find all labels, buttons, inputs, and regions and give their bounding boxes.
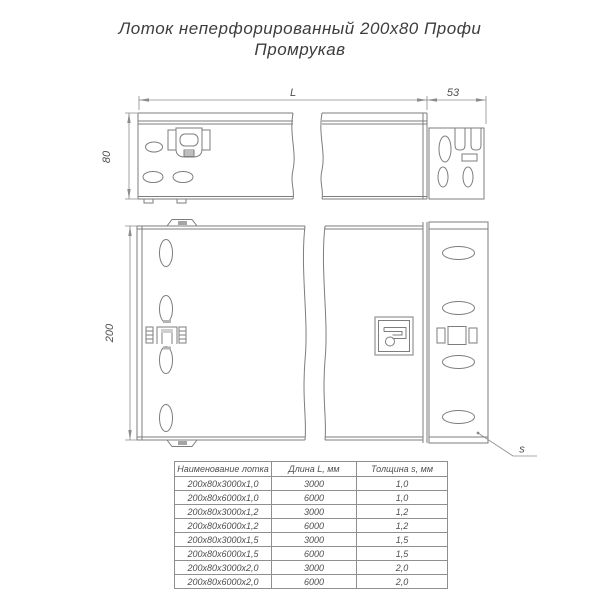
thickness-leader-label: s [519, 443, 525, 456]
side-view-body-outline [138, 113, 427, 199]
side-view [138, 113, 484, 203]
thickness-cell: 2,0 [357, 561, 448, 575]
top-view-body-outline [137, 222, 427, 443]
break-lines-side [292, 113, 323, 199]
table-row [175, 547, 448, 561]
header-tray-name: Наименование лотка [175, 462, 272, 477]
bottom-slots [160, 240, 173, 432]
tray-name-cell: 200х80х6000х1,5 [175, 547, 272, 561]
title-line-1: Лоток неперфорированный 200х80 Профи [118, 19, 482, 38]
tray-name-cell: 200х80х6000х2,0 [175, 575, 272, 589]
thickness-cell: 1,2 [357, 505, 448, 519]
thickness-cell: 2,0 [357, 575, 448, 589]
title-line-2: Промрукав [254, 40, 346, 59]
length-cell: 3000 [272, 505, 357, 519]
tray-name-cell: 200х80х6000х1,2 [175, 519, 272, 533]
tray-name-cell: 200х80х6000х1,0 [175, 491, 272, 505]
table-row [175, 519, 448, 533]
break-lines-top [303, 226, 326, 440]
length-cell: 6000 [272, 575, 357, 589]
mounting-feet [144, 199, 186, 203]
height-dimension-label: 80 [101, 150, 113, 164]
top-view-dimensions [125, 226, 537, 456]
length-cell: 6000 [272, 491, 357, 505]
thickness-cell: 1,0 [357, 491, 448, 505]
table-row [175, 575, 448, 589]
table-header-row [175, 462, 448, 477]
thickness-cell: 1,5 [357, 533, 448, 547]
specification-table [174, 461, 448, 589]
connector-plate-side [429, 128, 484, 199]
header-thickness: Толщина s, мм [357, 462, 448, 477]
tray-name-cell: 200х80х3000х2,0 [175, 561, 272, 575]
latch-detail [168, 128, 210, 157]
length-cell: 6000 [272, 547, 357, 561]
length-cell: 3000 [272, 561, 357, 575]
thickness-cell: 1,0 [357, 477, 448, 491]
thickness-cell: 1,2 [357, 519, 448, 533]
connector-plate-top [429, 222, 488, 443]
header-length: Длина L, мм [272, 462, 357, 477]
tray-name-cell: 200х80х3000х1,0 [175, 477, 272, 491]
promrukav-logo-stamp [375, 317, 413, 355]
side-view-dimensions [125, 96, 486, 199]
tray-name-cell: 200х80х3000х1,2 [175, 505, 272, 519]
length-dimension-label: L [289, 87, 297, 99]
table-row [175, 477, 448, 491]
length-cell: 6000 [272, 519, 357, 533]
thickness-cell: 1,5 [357, 547, 448, 561]
table-row [175, 533, 448, 547]
tray-name-cell: 200х80х3000х1,5 [175, 533, 272, 547]
connector-width-dimension-label: 53 [446, 87, 460, 99]
top-view [137, 220, 488, 447]
length-cell: 3000 [272, 477, 357, 491]
table-row [175, 491, 448, 505]
length-cell: 3000 [272, 533, 357, 547]
center-bracket-detail [146, 320, 186, 350]
table-row [175, 505, 448, 519]
width-dimension-label: 200 [104, 323, 116, 343]
table-row [175, 561, 448, 575]
